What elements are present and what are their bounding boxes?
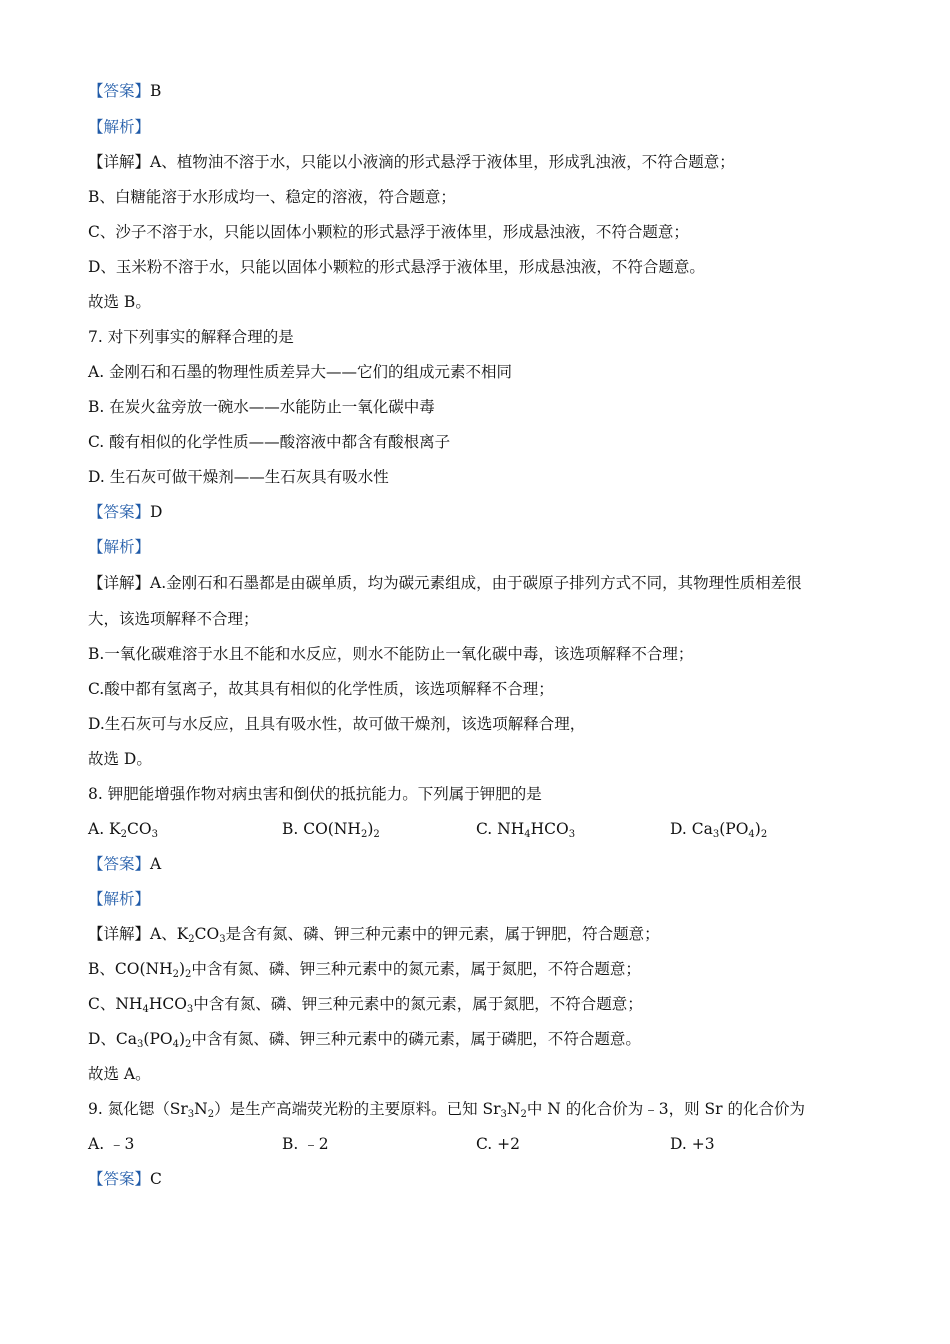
q7-stem: 7. 对下列事实的解释合理的是 [88,328,294,346]
answer-tag: 【答案】 [88,82,151,100]
analysis-tag: 【解析】 [88,890,151,908]
q8-analysis-line [88,889,150,909]
q8-option-b: B. $CO(NH_2)_2$ [282,820,380,840]
q6-detail-d: D、玉米粉不溶于水，只能以固体小颗粒的形式悬浮于液体里，形成悬浊液，不符合题意。 [88,258,705,276]
q7-detail-d: D.生石灰可与水反应，且具有吸水性，故可做干燥剂，该选项解释合理， [88,715,586,733]
q7-analysis-line [88,537,150,557]
q8-option-c: C. $NH_4HCO_3$ [476,820,576,840]
q7-detail-a2: 大，该选项解释不合理； [88,610,259,628]
q8-detail-a: 【详解】A、$K_2CO_3$是含有氮、磷、钾三种元素中的钾元素，属于钾肥，符合题意； [88,925,660,945]
detail-text: A.金刚石和石墨都是由碳单质，均为碳元素组成，由于碳原子排列方式不同，其物理性质相差很 [150,574,802,592]
q6-detail-a [88,152,735,172]
q9-option-c: C. +2 [476,1135,521,1153]
detail-text: A、植物油不溶于水，只能以小液滴的形式悬浮于液体里，形成乳浊液，不符合题意； [150,153,735,171]
q8-answer: A [150,855,162,873]
q7-detail-b: B.一氧化碳难溶于水且不能和水反应，则水不能防止一氧化碳中毒，该选项解释不合理； [88,645,694,663]
q7-option-a: A. 金刚石和石墨的物理性质差异大——它们的组成元素不相同 [88,363,513,381]
q8-answer-line [88,854,161,874]
q8-detail-c: C、$NH_4HCO_3$中含有氮、磷、钾三种元素中的氮元素，属于氮肥，不符合题意； [88,995,643,1015]
q7-option-d: D. 生石灰可做干燥剂——生石灰具有吸水性 [88,468,389,486]
q6-answer-line [88,81,161,101]
detail-tag: 【详解】 [88,925,151,943]
q9-option-d: D. +3 [670,1135,715,1153]
q6-analysis-line [88,117,150,137]
q9-answer: C [150,1170,162,1188]
q9-answer-line [88,1169,162,1189]
answer-tag: 【答案】 [88,855,151,873]
detail-tag: 【详解】 [88,574,151,592]
q8-option-d: D. $Ca_3(PO_4)_2$ [670,820,768,840]
answer-tag: 【答案】 [88,503,151,521]
q9-stem: 9. 氮化锶$(Sr_3N_2)$是生产高端荧光粉的主要原料。已知 $Sr_3N_2$中 N 的化合价为﹣3，则 Sr 的化合价为 [88,1100,806,1120]
q7-detail-c: C.酸中都有氢离子，故其具有相似的化学性质，该选项解释不合理； [88,680,554,698]
q7-conclusion: 故选 D。 [88,750,152,768]
q7-answer: D [150,503,163,521]
answer-tag: 【答案】 [88,1170,151,1188]
q8-detail-b: B、$CO(NH_2)_2$中含有氮、磷、钾三种元素中的氮元素，属于氮肥，不符合题意； [88,960,641,980]
q7-option-c: C. 酸有相似的化学性质——酸溶液中都含有酸根离子 [88,433,451,451]
q7-option-b: B. 在炭火盆旁放一碗水——水能防止一氧化碳中毒 [88,398,435,416]
q6-answer: B [150,82,162,100]
q6-conclusion: 故选 B。 [88,293,151,311]
q9-option-a: A. ﹣3 [88,1135,135,1153]
q8-detail-d: D、$Ca_3(PO_4)_2$中含有氮、磷、钾三种元素中的磷元素，属于磷肥，不符合题意。 [88,1030,641,1050]
q8-option-a: A. $K_2CO_3$ [88,820,158,840]
q9-option-b: B. ﹣2 [282,1135,329,1153]
q8-stem: 8. 钾肥能增强作物对病虫害和倒伏的抵抗能力。下列属于钾肥的是 [88,785,542,803]
detail-tag: 【详解】 [88,153,151,171]
q6-detail-b: B、白糖能溶于水形成均一、稳定的溶液，符合题意； [88,188,456,206]
analysis-tag: 【解析】 [88,118,151,136]
q7-answer-line [88,502,162,522]
analysis-tag: 【解析】 [88,538,151,556]
q6-detail-c: C、沙子不溶于水，只能以固体小颗粒的形式悬浮于液体里，形成悬浊液，不符合题意； [88,223,689,241]
q7-detail-a1 [88,573,802,593]
q8-conclusion: 故选 A。 [88,1065,151,1083]
